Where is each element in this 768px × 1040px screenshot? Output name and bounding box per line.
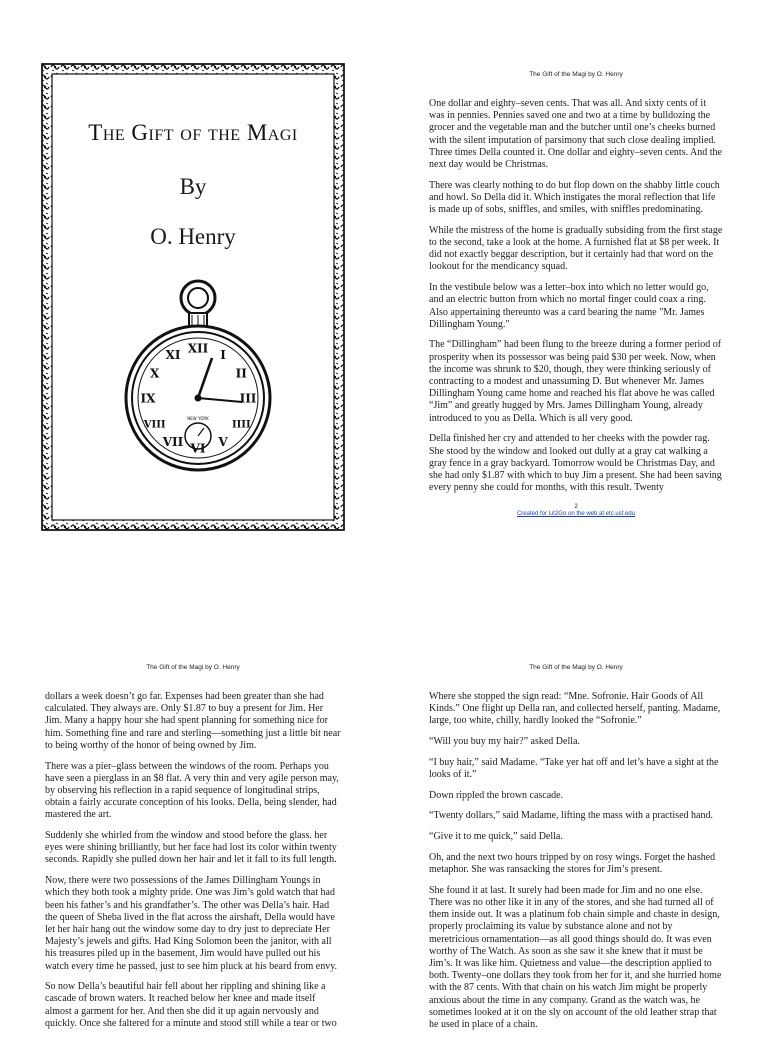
- paragraph: Down rippled the brown cascade.: [429, 789, 564, 801]
- running-header: The Gift of the Magi by O. Henry: [529, 71, 623, 78]
- lit2go-link[interactable]: Created for Lit2Go on the web at etc.usf.edu: [516, 511, 636, 517]
- running-header: The Gift of the Magi by O. Henry: [529, 664, 623, 671]
- dial-numeral: III: [239, 391, 257, 406]
- dial-numeral: IX: [140, 391, 156, 406]
- cover-page: [40, 62, 346, 532]
- dial-numeral: VI: [190, 441, 206, 456]
- dial-numeral: XII: [187, 341, 209, 356]
- dial-numeral: V: [218, 434, 228, 449]
- watch-dial-text: NEW YORK: [187, 416, 209, 421]
- cover-title: The Gift of the Magi: [88, 120, 298, 145]
- paragraph: “I buy hair,” said Madame. “Take yer hat off and let’s have a sight at the looks of it.”: [429, 756, 719, 781]
- paragraph: Oh, and the next two hours tripped by on rosy wings. Forget the hashed metaphor. She was ransacking the stores for Jim’s present.: [429, 851, 716, 876]
- dial-numeral: VII: [162, 434, 184, 449]
- book-page-2: [429, 71, 723, 521]
- book-page-3: [45, 664, 341, 1029]
- dial-numeral: II: [235, 366, 247, 381]
- dial-numeral: VIII: [143, 419, 166, 431]
- page-body: [429, 98, 723, 503]
- dial-numeral: I: [220, 348, 226, 363]
- page-body: [45, 691, 341, 1039]
- paragraph: There was clearly nothing to do but flop down on the shabby little couch and howl. So Della did it. Which instigates the moral reflection that life is made up of sobs, sniffles, and smiles, with sniffles predominating.: [429, 179, 720, 216]
- cover-author: O. Henry: [150, 224, 236, 249]
- book-page-4: [429, 664, 723, 1030]
- paragraph: dollars a week doesn’t go far. Expenses had been greater than she had calculated. They always are. Only $1.87 to buy a present for Jim. Her Jim. Many a happy hour she had spent planning for something nice for him. Something fine and rare and sterling—something just a little bit near to being worthy of the honor of being owned by Jim.: [45, 691, 341, 751]
- paragraph: “Give it to me quick,” said Della.: [429, 831, 563, 843]
- pocket-watch-illustration: [118, 276, 278, 476]
- paragraph: So now Della’s beautiful hair fell about her rippling and shining like a cascade of brown waters. It reached below her knee and made itself almost a garment for her. And then she did it up again nervously and quickly. Once she faltered for a minute and stood still while a tear or two: [45, 981, 337, 1029]
- page-number: 2: [574, 504, 578, 510]
- dial-numeral: XI: [165, 348, 181, 363]
- paragraph: In the vestibule below was a letter–box into which no letter would go, and an electric button from which no mortal finger could coax a ring. Also appertaining thereunto was a card bearing the name "Mr. James Dillingham Young.": [429, 282, 709, 330]
- paragraph: Della finished her cry and attended to her cheeks with the powder rag. She stood by the window and looked out dully at a gray cat walking a gray fence in a gray backyard. Tomorrow would be Christmas Day, and she had only $1.87 with which to buy Jim a present. She had been saving every penny she could for months, with this result. Twenty: [429, 433, 722, 494]
- cover-by-line: By: [179, 174, 207, 199]
- paragraph: There was a pier–glass between the windows of the room. Perhaps you have seen a pierglass in an $8 flat. A very thin and very agile person may, by observing his reflection in a rapid sequence of longitudinal strips, obtain a fairly accurate conception of his looks. Della, being slender, had mastered the art.: [45, 760, 339, 821]
- paragraph: Where she stopped the sign read: “Mne. Sofronie. Hair Goods of All Kinds.” One flight up Della ran, and collected herself, panting. Madame, large, too white, chilly, hardly looked the “Sofronie.”: [429, 691, 721, 727]
- paragraph: Suddenly she whirled from the window and stood before the glass. her eyes were shining brilliantly, but her face had lost its color within twenty seconds. Rapidly she pulled down her hair and let it fall to its full length.: [45, 830, 337, 866]
- paragraph: Now, there were two possessions of the James Dillingham Youngs in which they both took a mighty pride. One was Jim’s gold watch that had been his father’s and his grandfather’s. The other was Della’s hair. Had the queen of Sheba lived in the flat across the airshaft, Della would have let her hair hang out the window some day to dry just to depreciate Her Majesty’s jewels and gifts. Had King Solomon been the janitor, with all his treasures piled up in the basement, Jim would have pulled out his watch every time he passed, just to see him pluck at his beard from envy.: [45, 875, 338, 972]
- page-footer: [429, 504, 723, 517]
- dial-numeral: IIII: [231, 419, 251, 431]
- page-body: [429, 691, 723, 1040]
- paragraph: While the mistress of the home is gradually subsiding from the first stage to the second, take a look at the home. A furnished flat at $8 per week. It did not exactly beggar description, but it certainly had that word on the lookout for the mendicancy squad.: [429, 224, 723, 273]
- running-header: The Gift of the Magi by O. Henry: [146, 664, 240, 671]
- paragraph: “Will you buy my hair?” asked Della.: [429, 736, 580, 748]
- paragraph: The “Dillingham” had been flung to the breeze during a former period of prosperity when its possessor was being paid $30 per week. Now, when the income was shrunk to $20, though, they were thinking seriously of contracting to a modest and unassuming D. But whenever Mr. James Dillingham Young came home and reached his flat above he was called “Jim” and greatly hugged by Mrs. James Dillingham Young, already introduced to you as Della. Which is all very good.: [429, 339, 722, 424]
- paragraph: One dollar and eighty–seven cents. That was all. And sixty cents of it was in pennies. Pennies saved one and two at a time by bulldozing the grocer and the vegetable man and the butcher until one’s cheeks burned with the silent imputation of parsimony that such close dealing implied. Three times Della counted it. One dollar and eighty–seven cents. And the next day would be Christmas.: [429, 98, 722, 171]
- paragraph: “Twenty dollars,” said Madame, lifting the mass with a practised hand.: [429, 810, 713, 822]
- paragraph: She found it at last. It surely had been made for Jim and no one else. There was no other like it in any of the stores, and she had turned all of them inside out. It was a platinum fob chain simple and chaste in design, properly proclaiming its value by substance alone and not by meretricious ornamentation—as all good things should do. It was even worthy of The Watch. As soon as she saw it she knew that it must be Jim’s. It was like him. Quietness and value—the description applied to both. Twenty–one dollars they took from her for it, and she hurried home with the 87 cents. With that chain on his watch Jim might be properly anxious about the time in any company. Grand as the watch was, he sometimes looked at it on the sly on account of the old leather strap that he used in place of a chain.: [429, 884, 722, 1030]
- dial-numeral: X: [150, 366, 160, 381]
